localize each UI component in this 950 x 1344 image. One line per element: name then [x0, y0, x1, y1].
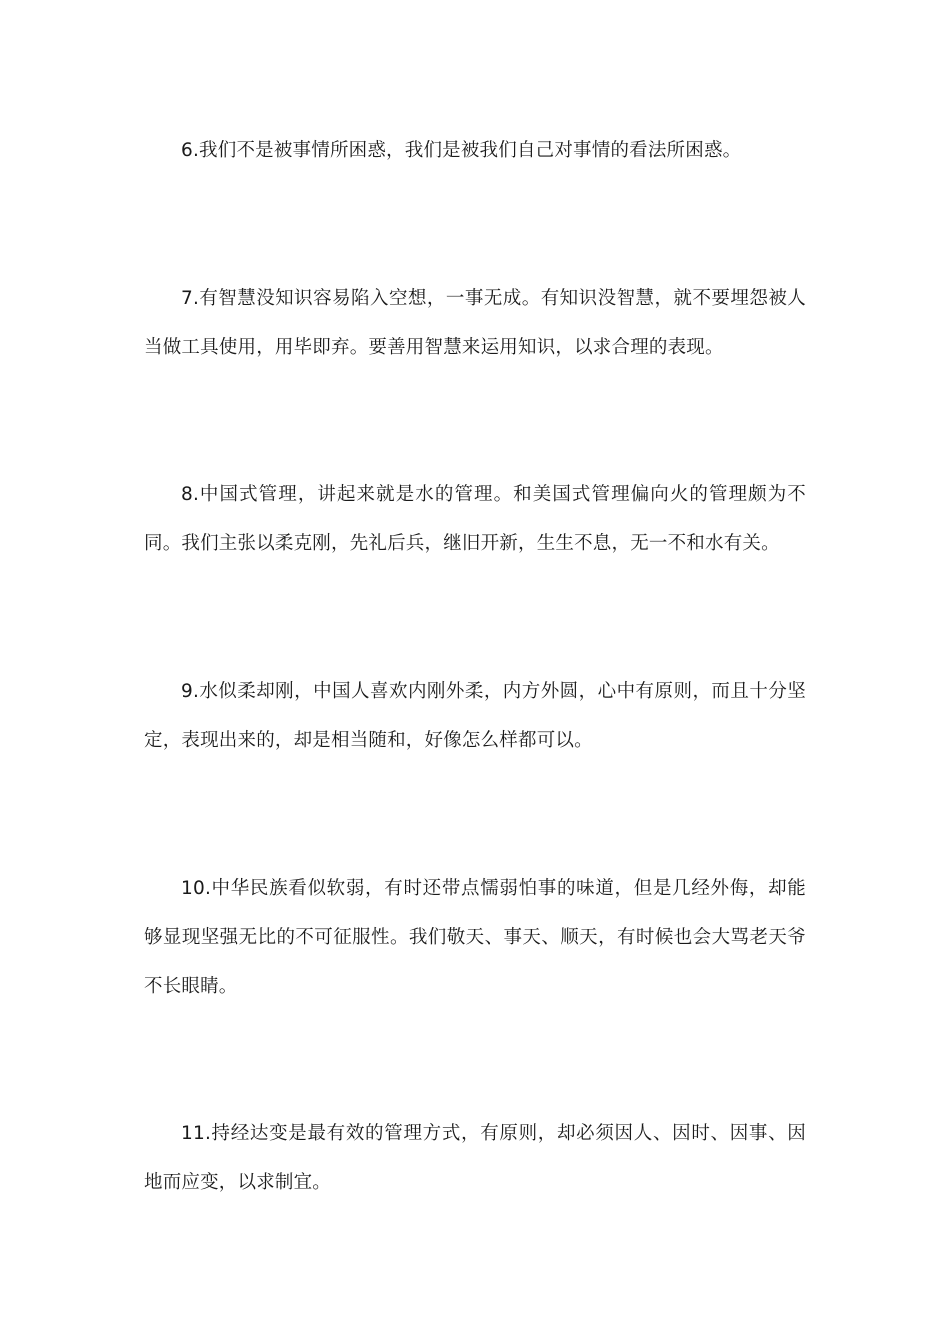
paragraph-10: 10.中华民族看似软弱，有时还带点懦弱怕事的味道，但是几经外侮，却能够显现坚强无比的不可征服性。我们敬天、事天、顺天，有时候也会大骂老天爷不长眼睛。: [144, 878, 806, 997]
paragraph-8: 8.中国式管理，讲起来就是水的管理。和美国式管理偏向火的管理颇为不同。我们主张以柔克刚，先礼后兵，继旧开新，生生不息，无一不和水有关。: [144, 484, 806, 554]
paragraph-6: 6.我们不是被事情所困惑，我们是被我们自己对事情的看法所困惑。: [181, 140, 742, 161]
paragraph-11: 11.持经达变是最有效的管理方式，有原则，却必须因人、因时、因事、因地而应变，以求制宜。: [144, 1123, 806, 1193]
paragraph-9: 9.水似柔却刚，中国人喜欢内刚外柔，内方外圆，心中有原则，而且十分坚定，表现出来的，却是相当随和，好像怎么样都可以。: [144, 681, 806, 751]
paragraph-7: 7.有智慧没知识容易陷入空想，一事无成。有知识没智慧，就不要埋怨被人当做工具使用，用毕即弃。要善用智慧来运用知识，以求合理的表现。: [144, 288, 806, 358]
